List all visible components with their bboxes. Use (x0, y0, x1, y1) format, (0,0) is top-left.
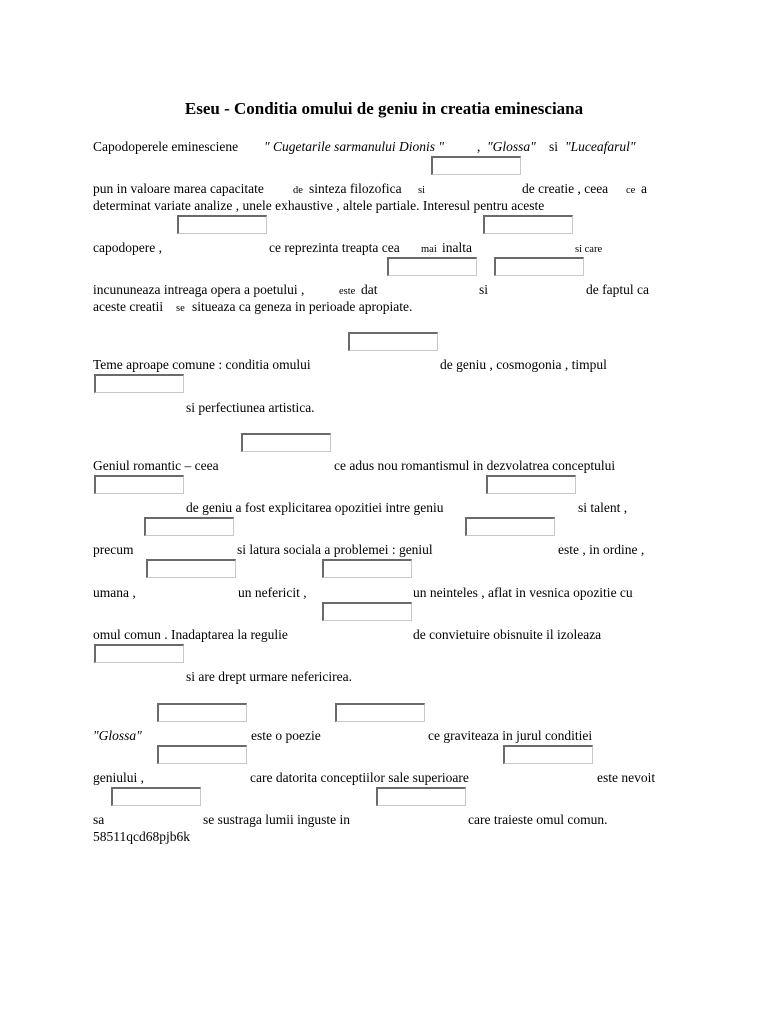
blank-input[interactable] (486, 475, 576, 494)
text-line: Teme aproape comune : conditia omului (93, 357, 311, 372)
blank-input[interactable] (157, 703, 247, 722)
text-line: situeaza ca geneza in perioade apropiate. (192, 299, 413, 314)
blank-input[interactable] (387, 257, 477, 276)
text-line: si (418, 185, 426, 196)
text-line: umana , (93, 585, 136, 600)
text-line: de geniu a fost explicitarea opozitiei intre geniu (186, 500, 444, 515)
text-line: mai (421, 244, 437, 255)
text-line: sinteza filozofica (309, 181, 402, 196)
text-line: omul comun . Inadaptarea la regulie (93, 627, 288, 642)
blank-input[interactable] (146, 559, 236, 578)
blank-input[interactable] (94, 374, 184, 393)
text-line: se (176, 303, 185, 314)
blank-input[interactable] (157, 745, 247, 764)
text-line: determinat variate analize , unele exhaustive , altele partiale. Interesul pentru aceste (93, 198, 545, 213)
text-line: este (339, 286, 356, 297)
blank-input[interactable] (177, 215, 267, 234)
text-line: este o poezie (251, 728, 321, 743)
blank-input[interactable] (94, 644, 184, 663)
blank-input[interactable] (241, 433, 331, 452)
text-line: care datorita conceptiilor sale superioare (250, 770, 469, 785)
text-line: a (641, 181, 647, 196)
text-line: de (293, 185, 303, 196)
blank-input[interactable] (94, 475, 184, 494)
text-line: este nevoit (597, 770, 656, 785)
blank-input[interactable] (503, 745, 593, 764)
text-line: si care (575, 244, 603, 255)
text-line: sa (93, 812, 105, 827)
text-line: geniului , (93, 770, 144, 785)
text-line: care traieste omul comun. (468, 812, 608, 827)
text-line: dat (361, 282, 378, 297)
text-line: si latura sociala a problemei : geniul (237, 542, 433, 557)
text-line: inalta (442, 240, 472, 255)
text-line: se sustraga lumii inguste in (203, 812, 350, 827)
text-line: "Luceafarul" (565, 139, 636, 154)
blank-input[interactable] (494, 257, 584, 276)
text-line: de creatie , ceea (522, 181, 609, 196)
text-line: si talent , (578, 500, 628, 515)
text-line: ce adus nou romantismul in dezvolatrea conceptului (334, 458, 616, 473)
text-line: ce reprezinta treapta cea (269, 240, 400, 255)
blank-input[interactable] (111, 787, 201, 806)
text-line: si (549, 139, 559, 154)
text-line: ce graviteaza in jurul conditiei (428, 728, 593, 743)
text-line: de geniu , cosmogonia , timpul (440, 357, 607, 372)
blank-input[interactable] (431, 156, 521, 175)
page-title: Eseu - Conditia omului de geniu in creatia eminesciana (184, 99, 584, 118)
text-line: pun in valoare marea capacitate (93, 181, 264, 196)
text-line: capodopere , (93, 240, 162, 255)
text-line: ce (626, 185, 636, 196)
text-line: si perfectiunea artistica. (186, 400, 315, 415)
blank-input[interactable] (376, 787, 466, 806)
blank-input[interactable] (144, 517, 234, 536)
text-line: " Cugetarile sarmanului Dionis " (264, 139, 445, 154)
text-line: de faptul ca (586, 282, 649, 297)
text-line: si are drept urmare nefericirea. (186, 669, 353, 684)
blank-input[interactable] (322, 602, 412, 621)
blank-input[interactable] (348, 332, 438, 351)
text-line: "Glossa" (93, 728, 142, 743)
text-line: si (479, 282, 489, 297)
text-line: un nefericit , (238, 585, 307, 600)
text-line: Geniul romantic – ceea (93, 458, 219, 473)
blank-input[interactable] (483, 215, 573, 234)
document-code: 58511qcd68pjb6k (93, 829, 190, 844)
text-line: "Glossa" (487, 139, 536, 154)
text-line: este , in ordine , (558, 542, 645, 557)
text-line: de convietuire obisnuite il izoleaza (413, 627, 602, 642)
text-line: precum (93, 542, 134, 557)
text-line: incununeaza intreaga opera a poetului , (93, 282, 305, 297)
blank-input[interactable] (335, 703, 425, 722)
text-line: aceste creatii (93, 299, 164, 314)
blank-input[interactable] (465, 517, 555, 536)
text-line: un neinteles , aflat in vesnica opozitie cu (413, 585, 633, 600)
text-line: , (477, 139, 481, 154)
blank-input[interactable] (322, 559, 412, 578)
text-line: Capodoperele eminesciene (93, 139, 239, 154)
